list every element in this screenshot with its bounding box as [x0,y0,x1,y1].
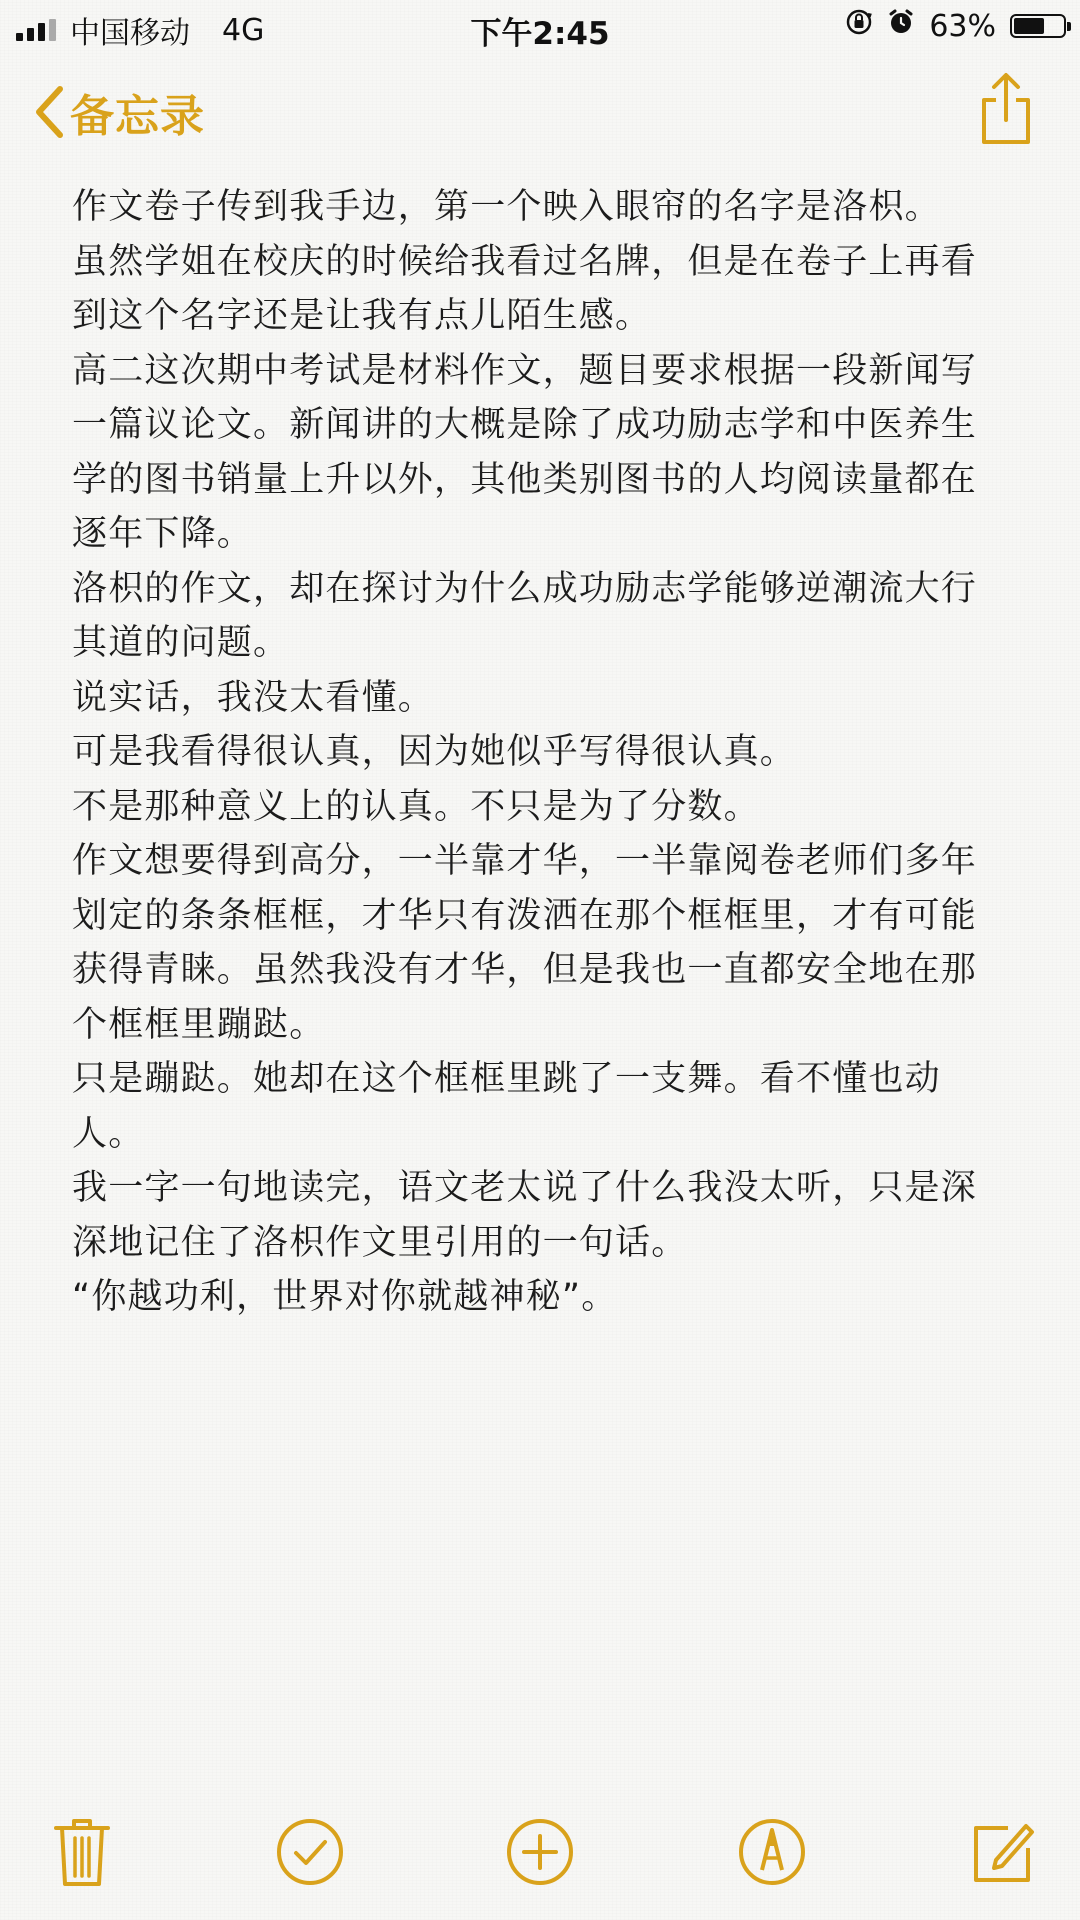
battery-percent: 63% [929,8,996,44]
status-time: 下午2:45 [470,16,610,52]
status-right [845,8,1066,44]
note-line: 说实话，我没太看懂。 [72,677,435,718]
note-line: 深地记住了洛枳作文里引用的一句话。 [72,1222,688,1263]
note-body[interactable] [72,180,1012,1325]
status-bar [0,0,1080,54]
compose-button[interactable] [968,1816,1040,1888]
sketch-icon [736,1816,808,1888]
note-line: 作文卷子传到我手边，第一个映入眼帘的名字是洛枳。 [72,187,941,227]
back-button[interactable] [34,80,205,144]
share-icon [976,131,1036,150]
note-line: “你越功利，世界对你就越神秘”。 [72,1277,618,1317]
note-line: 一篇议论文。新闻讲的大概是除了成功励志学和中医养生 [72,405,978,445]
note-line: 获得青睐。虽然我没有才华，但是我也一直都安全地在那 [72,950,978,990]
add-icon [504,1816,576,1888]
nav-bar [0,60,1080,160]
note-line: 个框框里蹦跶。 [72,1004,326,1045]
network-label: 4G [222,12,265,48]
note-line: 只是蹦跶。她却在这个框框里跳了一支舞。看不懂也动 [72,1059,941,1099]
note-line: 虽然学姐在校庆的时候给我看过名牌，但是在卷子上再看 [72,241,978,282]
carrier-label: 中国移动 [70,16,190,51]
orientation-lock-icon [845,8,873,44]
note-line: 不是那种意义上的认真。不只是为了分数。 [72,786,760,827]
share-button[interactable] [976,70,1036,146]
note-line: 到这个名字还是让我有点儿陌生感。 [72,296,652,336]
battery-fill [1014,18,1044,34]
delete-button[interactable] [52,1816,124,1888]
back-label: 备忘录 [70,91,205,142]
note-line: 作文想要得到高分，一半靠才华，一半靠阅卷老师们多年 [72,841,978,881]
note-line: 学的图书销量上升以外，其他类别图书的人均阅读量都在 [72,459,978,500]
trash-icon [52,1816,124,1888]
note-line: 逐年下降。 [72,514,254,554]
add-button[interactable] [504,1816,576,1888]
battery-icon [1010,14,1066,38]
sketch-button[interactable] [736,1816,808,1888]
compose-icon [968,1816,1040,1888]
bottom-toolbar [0,1790,1080,1920]
note-line: 划定的条条框框，才华只有泼洒在那个框框里，才有可能 [72,895,978,936]
note-line: 其道的问题。 [72,623,290,663]
note-line: 可是我看得很认真，因为她似乎写得很认真。 [72,732,797,772]
note-line: 人。 [72,1113,145,1154]
checklist-icon [274,1816,346,1888]
note-line: 高二这次期中考试是材料作文，题目要求根据一段新闻写 [72,350,978,391]
checklist-button[interactable] [274,1816,346,1888]
note-line: 我一字一句地读完，语文老太说了什么我没太听，只是深 [72,1168,978,1208]
chevron-left-icon [34,85,64,139]
note-line: 洛枳的作文，却在探讨为什么成功励志学能够逆潮流大行 [72,568,978,609]
alarm-icon [887,8,915,44]
